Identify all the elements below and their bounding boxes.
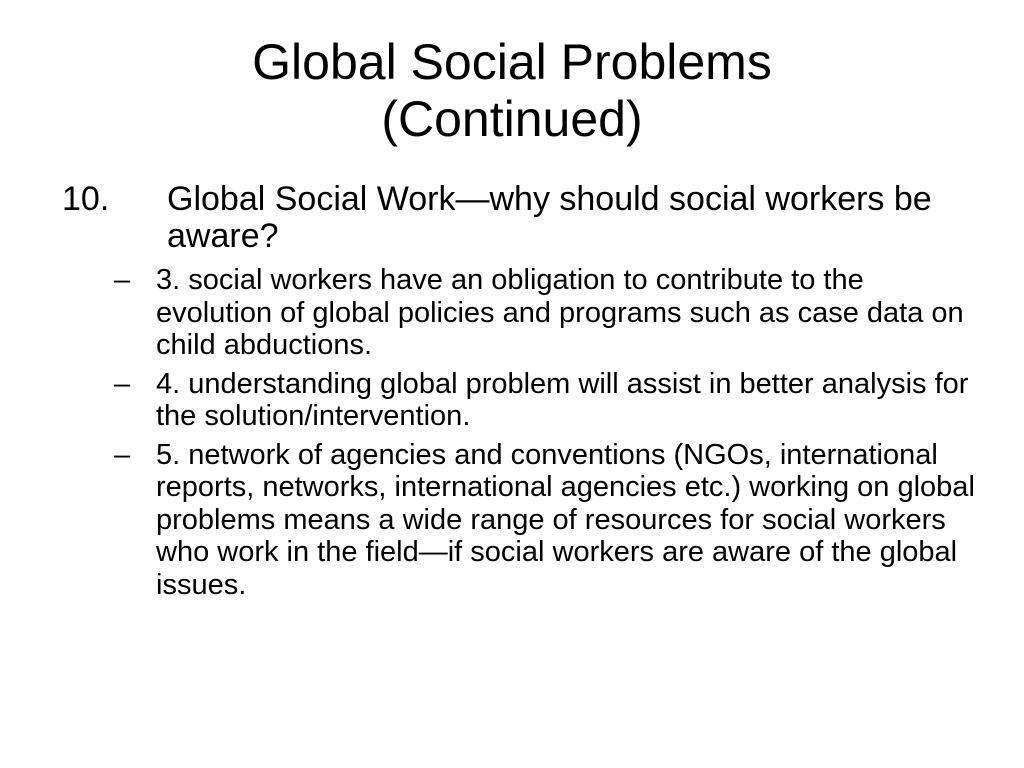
dash-marker: –: [114, 438, 131, 471]
item-text: Global Social Work—why should social workers be aware?: [167, 180, 932, 255]
dash-marker: –: [114, 264, 131, 296]
slide-body: [62, 181, 982, 607]
sub-bullet: [62, 439, 982, 602]
sub-bullet-list: [62, 264, 982, 601]
dash-marker: –: [114, 367, 131, 400]
title-line-1: Global Social Problems: [252, 34, 772, 90]
slide-title: [0, 34, 1024, 148]
sub-bullet: [62, 368, 982, 433]
sub-bullet-text: 3. social workers have an obligation to contribute to the evolution of global policies and programs such as case data on child abductions.: [156, 264, 964, 361]
title-line-2: (Continued): [381, 91, 643, 147]
sub-bullet-text: 5. network of agencies and conventions (NGOs, international reports, networks, international agencies etc.) working on global problems means a wide range of resources for social workers who work in the field—if social workers are aware of the global issues.: [156, 438, 975, 601]
item-number: 10.: [62, 180, 110, 218]
sub-bullet: [62, 264, 982, 362]
numbered-item: [62, 181, 982, 255]
sub-bullet-text: 4. understanding global problem will assist in better analysis for the solution/intervention.: [156, 367, 969, 432]
